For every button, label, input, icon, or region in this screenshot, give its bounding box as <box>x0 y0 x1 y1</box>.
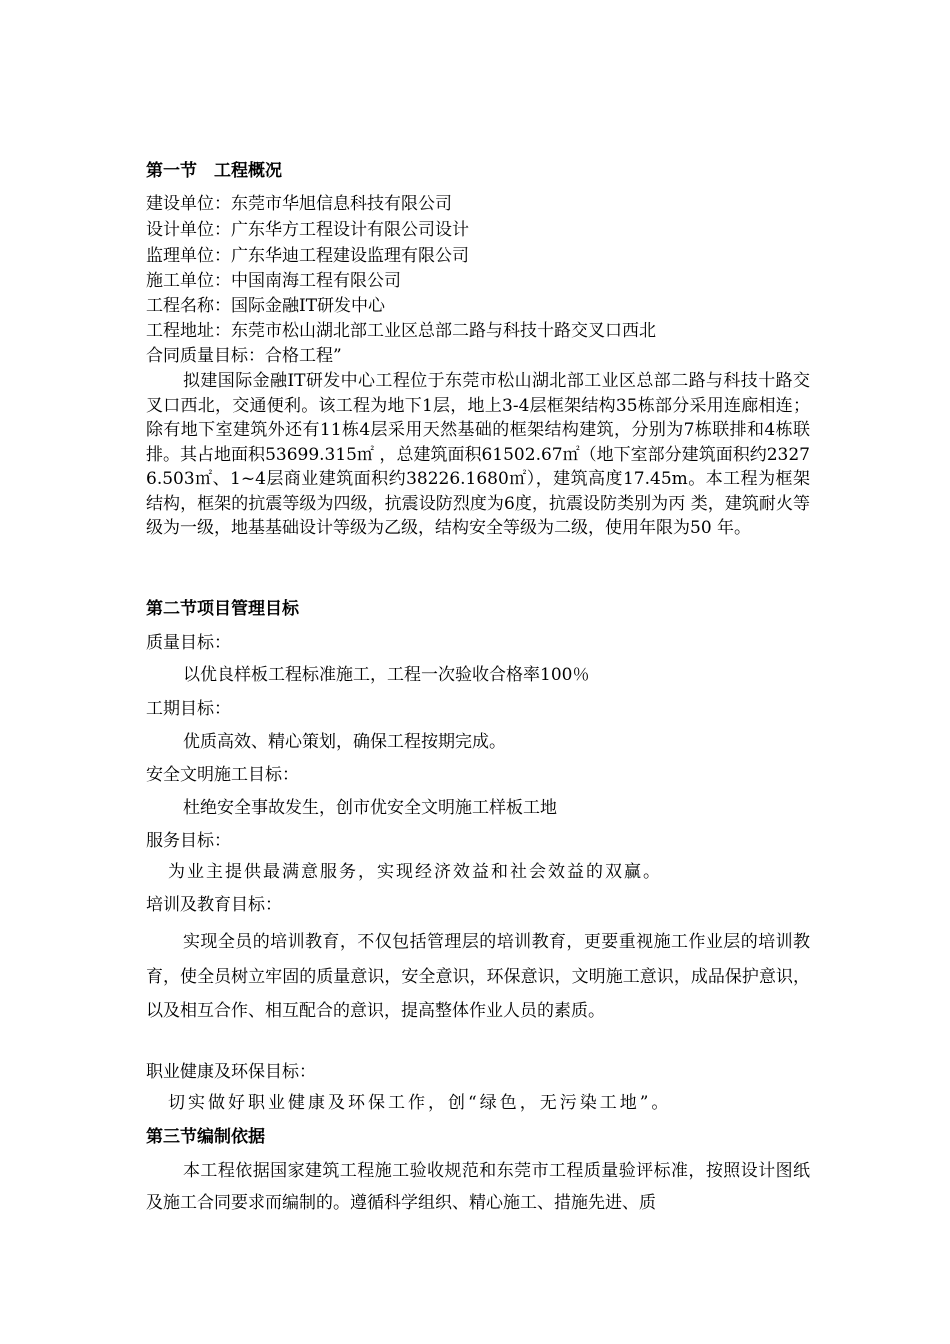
project-name-line: 工程名称：国际金融IT研发中心 <box>146 296 386 316</box>
project-address-line: 工程地址：东莞市松山湖北部工业区总部二路与科技十路交叉口西北 <box>146 321 656 341</box>
service-target-label: 服务目标： <box>146 831 231 851</box>
supervisor-line: 监理单位：广东华迪工程建设监理有限公司 <box>146 246 469 266</box>
health-target-text: 切实做好职业健康及环保工作，创“绿色，无污染工地”。 <box>168 1093 672 1113</box>
section-3-title: 第三节编制依据 <box>146 1127 265 1147</box>
owner-line: 建设单位：东莞市华旭信息科技有限公司 <box>146 194 452 214</box>
designer-line: 设计单位：广东华方工程设计有限公司设计 <box>146 220 469 240</box>
safety-target-label: 安全文明施工目标： <box>146 765 299 785</box>
service-target-text: 为业主提供最满意服务，实现经济效益和社会效益的双赢。 <box>168 862 662 882</box>
safety-target-text: 杜绝安全事故发生，创市优安全文明施工样板工地 <box>183 798 557 818</box>
training-target-label: 培训及教育目标： <box>146 895 282 915</box>
section-2-title: 第二节项目管理目标 <box>146 599 299 619</box>
quality-target-label: 质量目标： <box>146 633 231 653</box>
health-target-label: 职业健康及环保目标： <box>146 1062 316 1082</box>
contract-quality-line: 合同质量目标：合格工程” <box>146 346 342 366</box>
contractor-line: 施工单位：中国南海工程有限公司 <box>146 271 401 291</box>
schedule-target-text: 优质高效、精心策划，确保工程按期完成。 <box>183 732 506 752</box>
quality-target-text: 以优良样板工程标准施工，工程一次验收合格率100％ <box>183 665 590 685</box>
section-1-title: 第一节 工程概况 <box>146 161 282 181</box>
compilation-basis-paragraph: 本工程依据国家建筑工程施工验收规范和东莞市工程质量验评标准，按照设计图纸及施工合同要求而编制的。遵循科学组织、精心施工、措施先进、质 <box>146 1161 810 1213</box>
project-overview-paragraph: 拟建国际金融IT研发中心工程位于东莞市松山湖北部工业区总部二路与科技十路交叉口西北，交通便利。该工程为地下1层，地上3-4层框架结构35栋部分采用连廊相连；除有地下室建筑外还有11栋4层采用天然基础的框架结构建筑，分别为7栋联排和4栋联排。其占地面积53699.315㎡ ，总建筑面积61502.67㎡（地下室部分建筑面积约23276.503㎡、1~4层商业建筑面积约38226.1680㎡），建筑高度17.45m。本工程为框架结构，框架的抗震等级为四级，抗震设防烈度为6度，抗震设防类别为丙 类，建筑耐火等级为一级，地基基础设计等级为乙级，结构安全等级为二级，使用年限为50 年。 <box>146 371 810 538</box>
schedule-target-label: 工期目标： <box>146 699 231 719</box>
training-target-text: 实现全员的培训教育，不仅包括管理层的培训教育，更要重视施工作业层的培训教育，使全员树立牢固的质量意识，安全意识，环保意识，文明施工意识，成品保护意识，以及相互合作、相互配合的意识，提高整体作业人员的素质。 <box>146 932 810 1021</box>
